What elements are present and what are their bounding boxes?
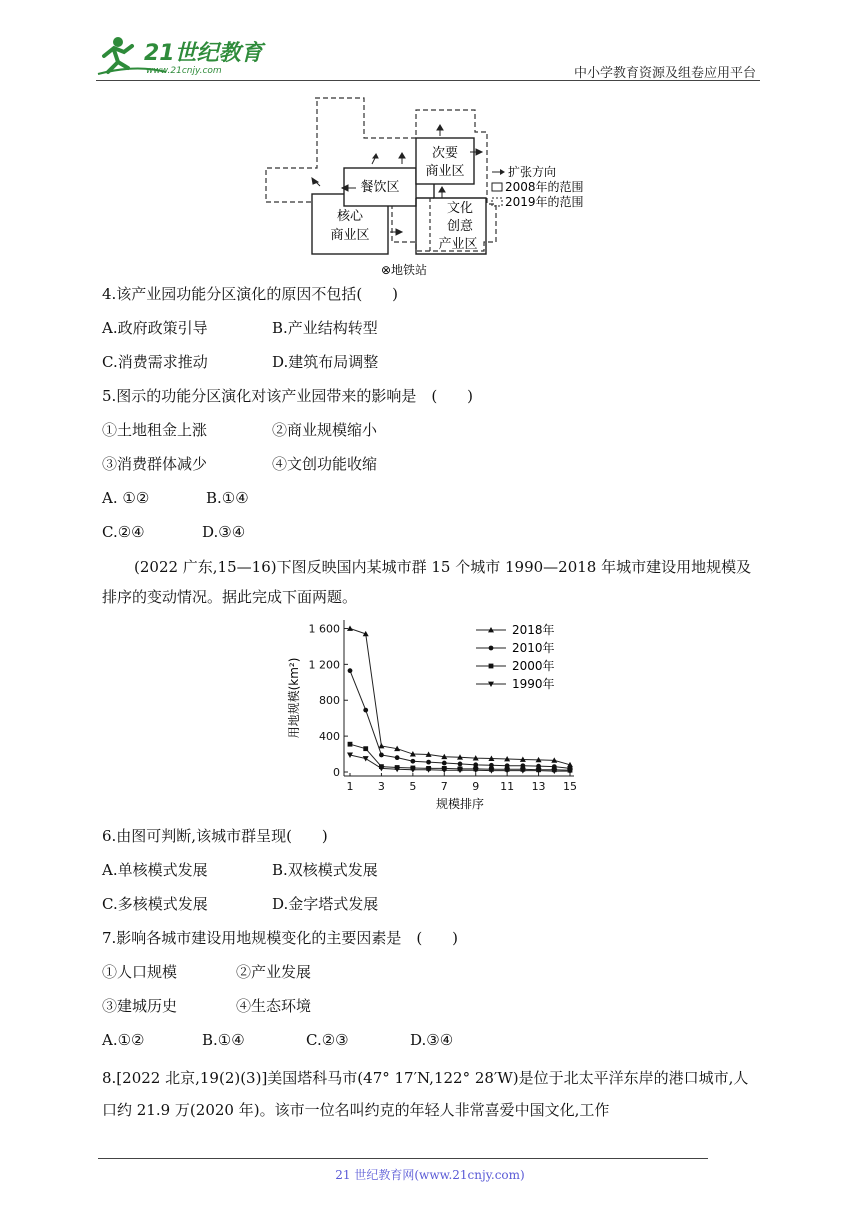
data-point [348,668,353,673]
legend-solid-label: 2008年的范围 [505,180,584,194]
x-tick-label: 1 [346,780,354,793]
q4-stem: 4.该产业园功能分区演化的原因不包括( ) [102,285,399,303]
q5-option-b[interactable]: B.①④ [206,489,249,507]
y-tick-label: 1 600 [308,622,340,636]
q7-item-1: ①人口规模 [102,963,178,981]
data-point [442,761,447,766]
legend-dashed-swatch [492,198,502,206]
q4-option-c[interactable]: C.消费需求推动 [102,353,208,371]
q6-option-d[interactable]: D.金字塔式发展 [272,895,379,913]
q5-option-c[interactable]: C.②④ [102,523,145,541]
footer-divider [98,1158,708,1159]
legend-label-3: 1990年 [512,677,555,691]
x-tick-label: 15 [563,780,577,793]
data-point [458,762,463,767]
data-point [363,708,368,713]
q7-item-2: ②产业发展 [236,963,312,981]
y-tick-label: 1 200 [308,658,340,672]
y-tick-label: 400 [319,730,340,744]
data-point [379,753,384,758]
q7-option-d[interactable]: D.③④ [410,1031,454,1049]
x-tick-label: 11 [500,780,515,793]
legend-label-0: 2018年 [512,623,555,637]
y-tick-label: 0 [333,766,340,779]
q7-item-3: ③建城历史 [102,997,178,1015]
q6-stem: 6.由图可判断,该城市群呈现( ) [102,827,328,845]
land-scale-chart [280,614,590,820]
data-point [363,746,368,751]
intro-paragraph: (2022 广东,15—16)下图反映国内某城市群 15 个城市 1990—2018 年城市建设用地规模及排序的变动情况。据此完成下面两题。 [102,558,752,606]
q5-option-d[interactable]: D.③④ [202,523,246,541]
legend-solid-swatch [492,183,502,191]
y-axis-label: 用地规模(km²) [287,657,301,739]
zoning-diagram [260,94,610,280]
label-core-1: 核心 [336,209,364,224]
legend-marker-1 [489,646,494,651]
data-point [426,760,431,765]
label-secondary-2: 商业区 [425,164,465,179]
q7-option-a[interactable]: A.①② [102,1031,145,1049]
q7-item-4: ④生态环境 [236,997,312,1015]
metro-label: ⊗地铁站 [380,263,428,277]
data-point [348,742,353,747]
legend-label-1: 2010年 [512,641,555,655]
q5-item-2: ②商业规模缩小 [272,421,378,439]
x-tick-label: 7 [440,780,448,793]
chart-svg [280,614,590,820]
footer-text[interactable]: 21 世纪教育网(www.21cnjy.com) [335,1168,525,1182]
label-secondary-1: 次要 [431,146,459,161]
q7-option-b[interactable]: B.①④ [202,1031,245,1049]
q4-option-d[interactable]: D.建筑布局调整 [272,353,379,371]
data-point [395,755,400,760]
site-logo [96,34,266,80]
q4-option-b[interactable]: B.产业结构转型 [272,319,378,337]
y-tick-label: 800 [319,694,340,708]
x-tick-label: 9 [472,780,480,793]
q5-item-1: ①土地租金上涨 [102,421,208,439]
q7-option-c[interactable]: C.②③ [306,1031,349,1049]
q8-stem: 8.[2022 北京,19(2)(3)]美国塔科马市(47° 17′N,122° 28′W)是位于北太平洋东岸的港口城市,人口约 21.9 万(2020 年)。该市一位名叫约克的年轻人非常喜爱中国文化,工作 [102,1069,749,1119]
label-culture-1: 文化 [446,201,474,216]
label-core-2: 商业区 [330,228,370,243]
platform-name: 中小学教育资源及组卷应用平台 [573,66,756,81]
data-point [410,759,415,764]
q6-option-c[interactable]: C.多核模式发展 [102,895,208,913]
q6-option-b[interactable]: B.双核模式发展 [272,861,378,879]
q5-item-4: ④文创功能收缩 [272,455,378,473]
legend-arrow-label: 扩张方向 [508,165,557,179]
q5-item-3: ③消费群体减少 [102,455,208,473]
label-culture-3: 产业区 [438,237,478,252]
q4-option-a[interactable]: A.政府政策引导 [102,319,208,337]
data-point [363,756,369,761]
logo-url: www.21cnjy.com [146,66,222,76]
q5-option-a[interactable]: A. ①② [102,489,150,507]
x-tick-label: 13 [531,780,546,793]
x-axis-label: 规模排序 [435,797,485,811]
logo-title: 21世纪教育 [144,41,263,66]
legend-marker-2 [489,664,494,669]
header-divider [96,80,760,81]
q5-stem: 5.图示的功能分区演化对该产业园带来的影响是 ( ) [102,387,474,405]
q6-option-a[interactable]: A.单核模式发展 [102,861,208,879]
legend-dashed-label: 2019年的范围 [505,195,584,209]
x-tick-label: 5 [409,780,417,793]
x-tick-label: 3 [377,780,385,793]
label-dining: 餐饮区 [360,180,400,195]
q7-stem: 7.影响各城市建设用地规模变化的主要因素是 ( ) [102,929,459,947]
label-culture-2: 创意 [446,219,474,234]
legend-label-2: 2000年 [512,659,555,673]
